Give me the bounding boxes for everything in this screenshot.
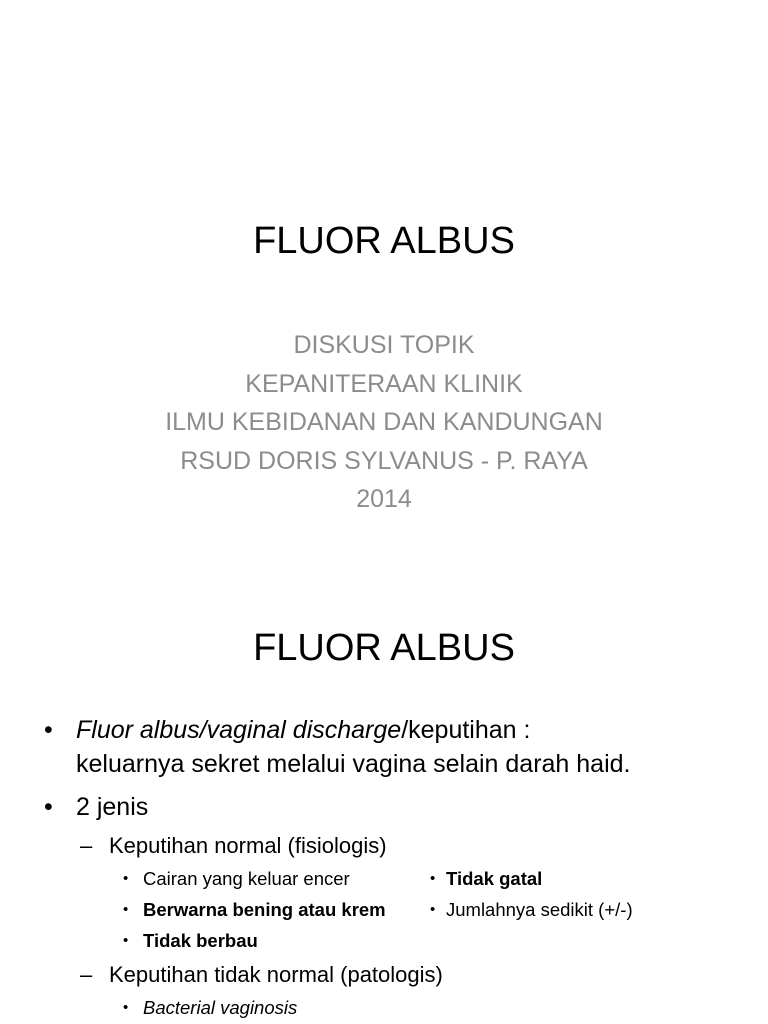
bullet-icon: • xyxy=(44,716,53,744)
subtitle-line: DISKUSI TOPIK xyxy=(293,331,475,359)
bullet-types-label: 2 jenis xyxy=(76,793,149,821)
bullet-icon: • xyxy=(123,999,129,1016)
bullet-icon: • xyxy=(430,870,436,887)
dash-icon: – xyxy=(80,833,93,858)
subtitle-line: KEPANITERAAN KLINIK xyxy=(245,369,523,398)
subtitle-line: ILMU KEBIDANAN DAN KANDUNGAN xyxy=(165,408,603,436)
bullet-definition-line1: Fluor albus/vaginal discharge/keputihan : xyxy=(76,716,531,744)
slide-subtitle xyxy=(0,326,768,519)
slide-title-heading: FLUOR ALBUS xyxy=(253,220,515,262)
subbullet-normal-label: Keputihan normal (fisiologis) xyxy=(109,833,387,858)
slide-content: FLUOR ALBUS • Fluor albus/vaginal discharge/keputihan : keluarnya sekret melalui vagina selain darah haid. • 2 jenis – Keputihan normal (fisiologis) • Cairan yang keluar encer • Berwarna bening atau krem • Tidak berbau • Tidak gatal • Jumlahnya sedikit (+/-) – Keputihan tidak normal (patologis) • Bacterial vaginosis xyxy=(0,576,768,1024)
subbullet-abnormal-label: Keputihan tidak normal (patologis) xyxy=(109,962,443,987)
bullet-icon: • xyxy=(123,870,129,887)
bullet-icon: • xyxy=(430,901,436,918)
bullet-definition-line2: keluarnya sekret melalui vagina selain darah haid. xyxy=(76,750,631,778)
bullet-icon: • xyxy=(123,901,129,918)
bullet-icon: • xyxy=(123,932,129,949)
dash-icon: – xyxy=(80,962,93,987)
subtitle-line: 2014 xyxy=(356,485,412,513)
bullet-icon: • xyxy=(44,793,53,821)
slide-content-heading: FLUOR ALBUS xyxy=(253,627,515,669)
subtitle-line: RSUD DORIS SYLVANUS - P. RAYA xyxy=(180,446,588,475)
